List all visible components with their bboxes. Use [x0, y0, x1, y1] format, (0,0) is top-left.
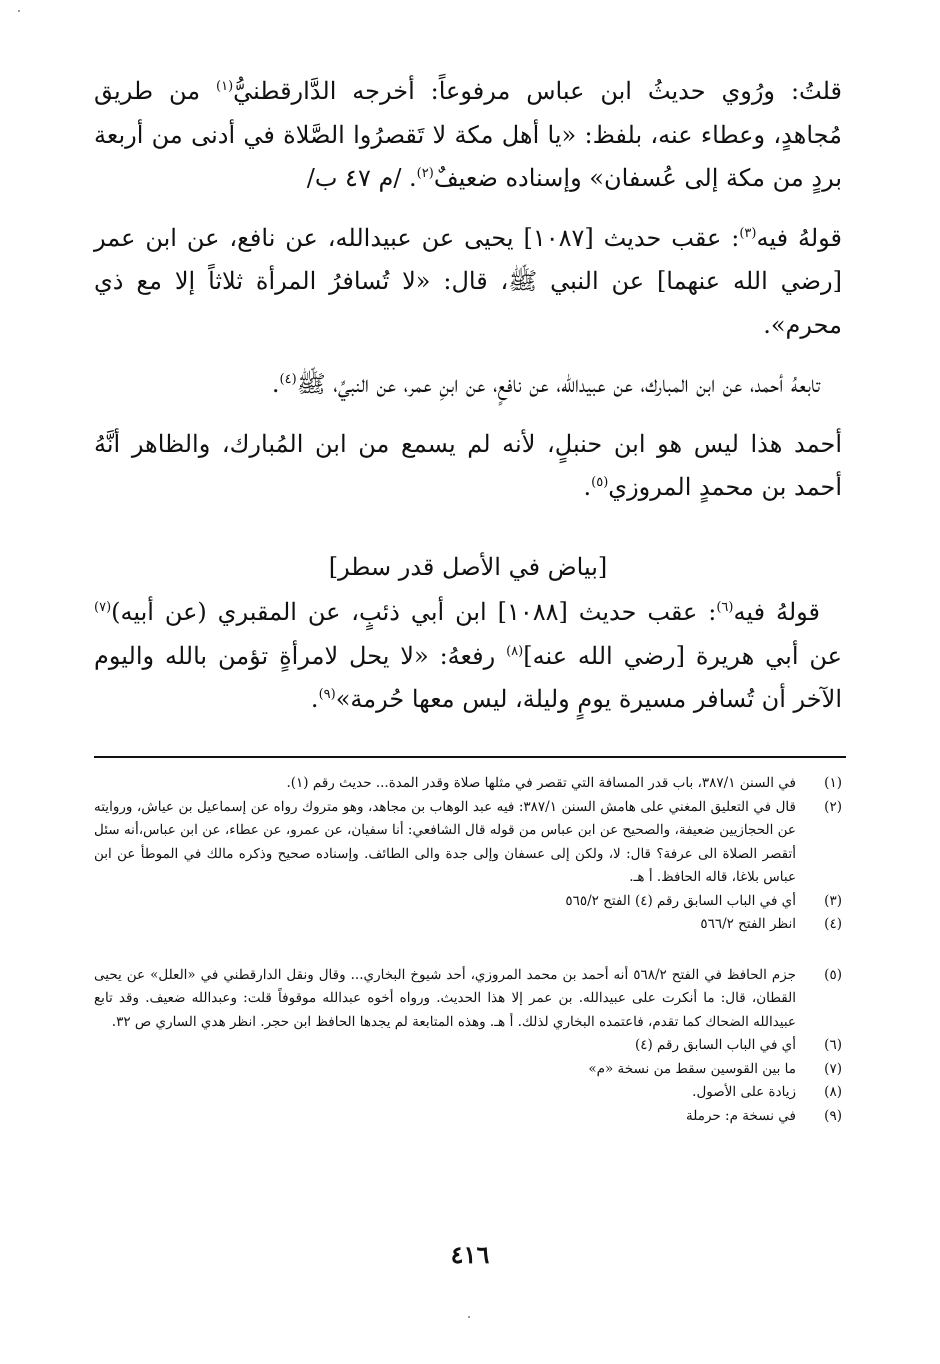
- footnote-number: (٨): [824, 1084, 842, 1100]
- footnote-ref: (٢): [416, 166, 434, 181]
- footnote-ref: (٦): [716, 600, 734, 615]
- footnote-ref: (١): [216, 79, 234, 94]
- text-run: أحمد هذا ليس هو ابن حنبلٍ، لأنه لم يسمع من ابن المُبارك، والظاهر أنَّهُ أحمد بن محمدٍ المروزي: [94, 429, 842, 501]
- footnote-text: ما بين القوسين سقط من نسخة «م»: [588, 1060, 796, 1077]
- footnote-text: زيادة على الأصول.: [692, 1084, 796, 1100]
- text-run: رفعهُ: «لا يحل لامرأةٍ تؤمن بالله واليوم الآخر أن تُسافر مسيرة يومٍ وليلة، ليس معها حُرمة»: [94, 641, 842, 713]
- footnote-3: [94, 890, 842, 914]
- footnote-ref: (٨): [506, 643, 524, 659]
- footnote-1: [94, 772, 842, 796]
- text-run: . /م ٤٧ ب/: [306, 164, 417, 192]
- paragraph-5: [94, 591, 842, 722]
- footnote-text: في السنن ٣٨٧/١، باب قدر المسافة التي تقصر في مثلها صلاة وقدر المدة... حديث رقم (١).: [286, 775, 796, 791]
- section-note: [بياض في الأصل قدر سطر]: [328, 552, 608, 581]
- footnote-ref: (٩): [318, 687, 336, 702]
- footnote-number: (١): [824, 775, 842, 791]
- footnote-number: (٧): [824, 1060, 842, 1077]
- page-number: ٤١٦: [450, 1240, 490, 1269]
- footnote-number: (٦): [824, 1037, 842, 1053]
- footnote-text: قال في التعليق المغني على هامش السنن ٣٨٧/١: فيه عبد الوهاب بن مجاهد، وهو متروك رواه عن إسماعيل بن عياش، وروايته عن الحجازيين ضعيفة، والصحيح عن ابن عباس من قوله قال الشافعي: أنا سفيان، عن عمرو، عن عطاء، عن ابن عباس،أنه سئل أتقصر الصلاة الى عرفة؟ قال: لا، ولكن إلى عسفان وإلى جدة والى الطائف. وإسناده صحيح وذكره مالك في الموطأ عن ابن عباس بلاغا، قاله الحافظ. أ هـ.: [94, 798, 796, 885]
- text-run: من طريق مُجاهدٍ، وعطاء عنه، بلفظ: «يا أهل مكة لا تَقصرُوا الصَّلاة في أدنى من أربعة بردٍ من مكة إلى عُسفان» وإسناده ضعيفٌ: [94, 77, 842, 192]
- footnote-4: [94, 913, 842, 937]
- footnote-text: انظر الفتح ٥٦٦/٢: [700, 916, 796, 932]
- footnote-number: (٤): [824, 916, 842, 932]
- text-run: تابعهُ أحمد، عن ابن المبارك، عن عبيدالله، عن نافعٍ، عن ابنِ عمر، عن النبيِّ، ﷺ: [296, 370, 820, 398]
- footnote-text: أي في الباب السابق رقم (٤) الفتح ٥٦٥/٢: [565, 892, 796, 909]
- text-run: : عقب حديث [١٠٨٨] ابن أبي ذئبٍ، عن المقبري (عن أبيه): [111, 598, 717, 626]
- footnote-ref: (٣): [739, 225, 757, 241]
- footnote-number: (٩): [824, 1107, 842, 1124]
- footnote-9: [94, 1105, 842, 1129]
- footnote-separator: [94, 756, 846, 758]
- footnote-number: (٥): [824, 966, 842, 983]
- text-run: : عقب حديث [١٠٨٧] يحيى عن عبيدالله، عن نافع، عن ابن عمر [رضي الله عنهما] عن النبي ﷺ، قال: «لا تُسافرُ المرأة ثلاثاً إلا مع ذي محرم».: [94, 223, 842, 339]
- text-run: .: [310, 685, 319, 713]
- text-run: .: [271, 370, 280, 398]
- paragraph-1: [94, 70, 842, 201]
- footnote-number: (٣): [824, 892, 842, 909]
- footnotes: [94, 772, 842, 1128]
- footnote-number: (٢): [824, 798, 842, 815]
- footnote-8: [94, 1081, 842, 1105]
- footnote-ref: (٥): [591, 475, 609, 490]
- footnote-ref: (٧): [94, 600, 112, 615]
- footnote-7: [94, 1058, 842, 1082]
- footnote-text: جزم الحافظ في الفتح ٥٦٨/٢ أنه أحمد بن محمد المروزي، أحد شيوخ البخاري... وقال ونقل الدارقطني في «العلل» عن يحيى القطان، قال: ما أنكرت على عبيدالله. بن عمر إلا هذا الحديث. ورواه أخوه عبدالله موقوفاً قلت: وعبدالله ضعيف. وقد تابع عبيدالله الضحاك كما تقدم، فاعتمده البخاري لذلك. أ هـ. وهذه المتابعة لم يجدها الحافظ ابن حجر. انظر هدي الساري ص ٣٢.: [94, 966, 796, 1030]
- footnote-6: [94, 1034, 842, 1058]
- paragraph-3: [94, 363, 842, 407]
- footnote-text: أي في الباب السابق رقم (٤): [634, 1037, 796, 1053]
- footnote-text: في نسخة م: حرملة: [686, 1107, 796, 1124]
- paragraph-4: [94, 423, 842, 510]
- footnote-gap: [94, 937, 842, 964]
- text-run: .: [583, 473, 592, 501]
- text-run: قلتُ: ورُوي حديثُ ابن عباس مرفوعاً: أخرجه الدَّارقطنيُّ: [233, 77, 843, 105]
- scan-mark: [468, 1316, 470, 1318]
- paragraph-2: [94, 217, 842, 348]
- footnote-2: [94, 796, 842, 890]
- text-run: قولهُ فيه: [756, 223, 842, 252]
- main-text: [94, 70, 842, 738]
- footnote-5: [94, 964, 842, 1035]
- footnote-ref: (٤): [279, 372, 297, 387]
- text-run: عن أبي هريرة [رضي الله عنه]: [523, 641, 843, 670]
- scan-mark: [18, 10, 20, 12]
- text-run: قولهُ فيه: [733, 598, 821, 626]
